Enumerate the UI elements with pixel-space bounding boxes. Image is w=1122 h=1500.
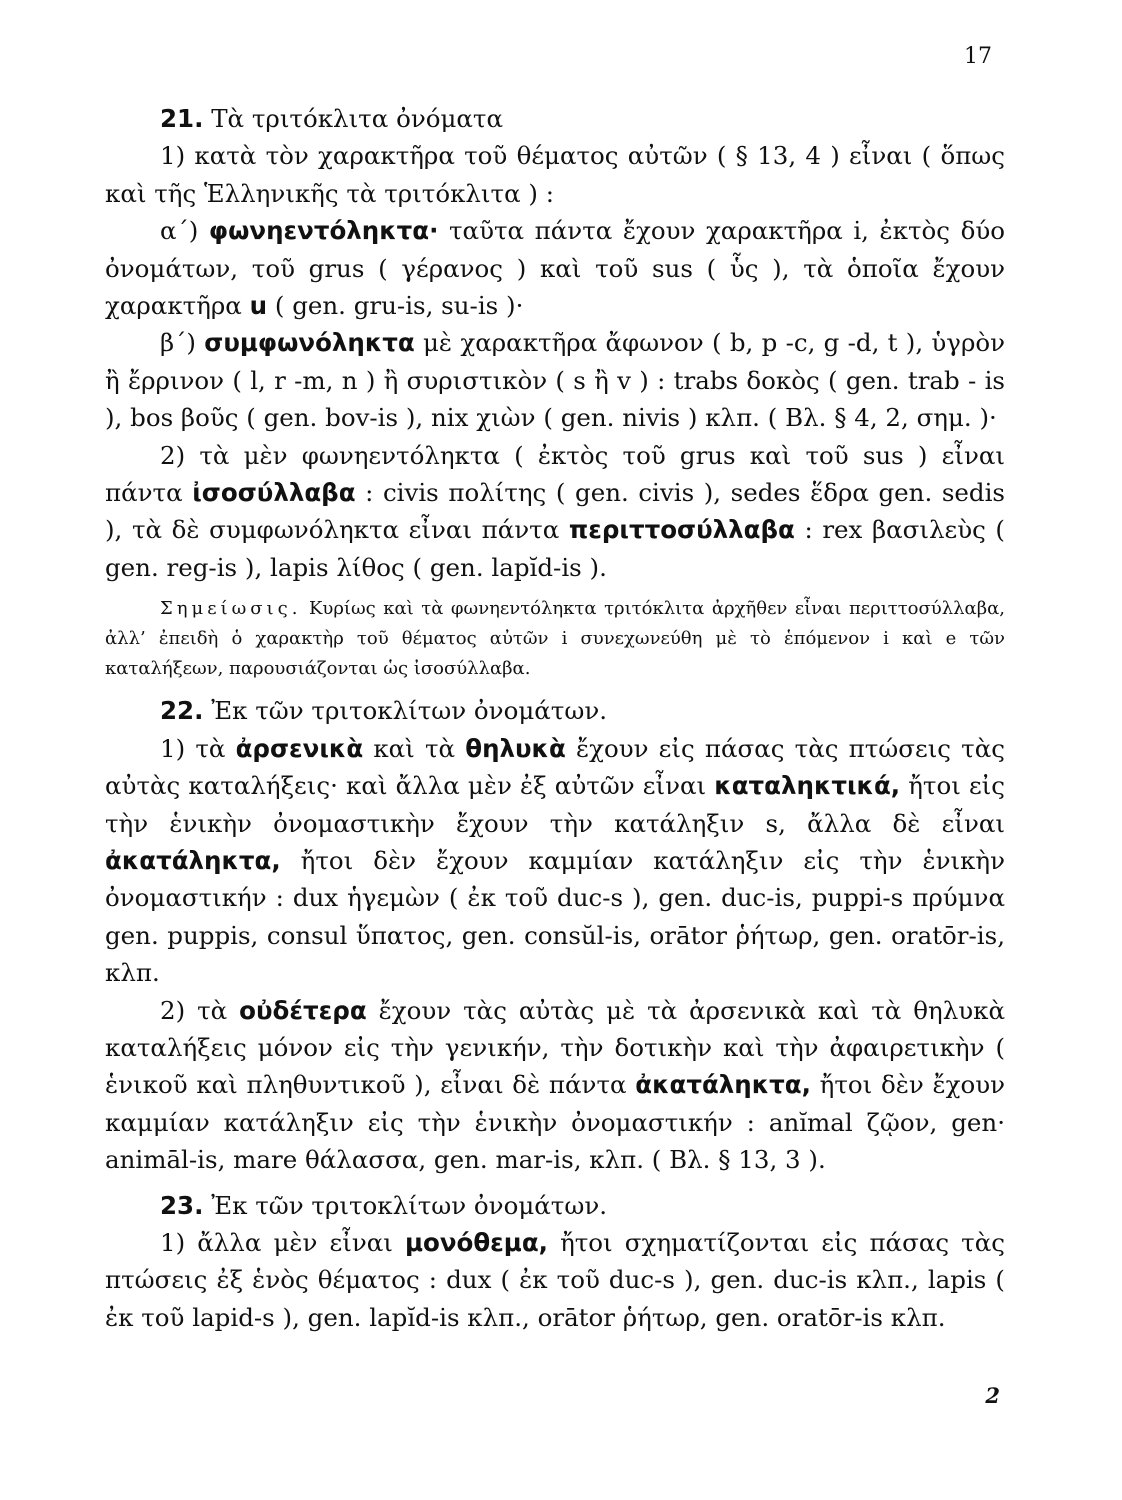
paragraph-text: 1) ἄλλα μὲν εἶναι [160, 1227, 405, 1257]
paragraph-21-2 [105, 437, 1005, 587]
section-number: 22. [160, 696, 204, 726]
section-21-heading [105, 100, 1005, 137]
paragraph-text: 2) τὰ μὲν φωνηεντόληκτα ( ἐκτὸς τοῦ grus καὶ τοῦ sus ) εἶναι πάντα [105, 440, 1005, 508]
paragraph-text: 1) κατὰ τὸν χαρακτῆρα τοῦ θέματος αὐτῶν ( § 13, 4 ) εἶναι ( ὅπως καὶ τῆς Ἑλληνικῆς τὰ τριτόκλιτα ) : [105, 141, 1005, 208]
bold-term: θηλυκὰ [465, 733, 566, 763]
section-title: Ἐκ τῶν τριτοκλίτων ὀνομάτων. [203, 1190, 608, 1220]
bold-term: μονόθεμα, [404, 1227, 548, 1257]
paragraph-22-2 [105, 992, 1005, 1179]
paragraph-22-1 [105, 730, 1005, 992]
bold-term: καταληκτικά, [714, 771, 901, 801]
paragraph-21-1b [105, 324, 1005, 436]
section-title: Ἐκ τῶν τριτοκλίτων ὀνομάτων. [203, 696, 608, 726]
bold-term: ἀρσενικὰ [235, 733, 364, 763]
paragraph-text: : civis πολίτης ( gen. civis ), sedes ἕδρα gen. sedis ), τὰ δὲ συμφωνόληκτα εἶναι πάντα [105, 478, 1005, 545]
bold-term: ἰσοσύλλαβα [192, 478, 356, 508]
paragraph-text: μὲ χαρακτῆρα ἄφωνον ( b, p -c, g -d, t ), ὑγρὸν ἢ ἔρρινον ( l, r -m, n ) ἢ συριστικὸν ( s ἢ v ) : trabs δοκὸς ( gen. trab - is ), bos βοῦς ( gen. bov-is ), nix χιὼν ( gen. nivis ) κλπ. ( Βλ. § 4, 2, σημ. )· [105, 328, 1005, 433]
bold-term: περιττοσύλλαβα [568, 515, 795, 545]
paragraph-text: : rex βασιλεὺς ( gen. reg-is ), lapis λίθος ( gen. lapĭd-is ). [105, 515, 1005, 582]
bold-term: φωνηεντόληκτα· [208, 216, 439, 246]
section-number: 23. [160, 1190, 204, 1220]
note-label: Σημείωσις. [160, 598, 302, 620]
paragraph-text: καὶ τὰ [363, 733, 466, 763]
bold-term: ἀκατάληκτα, [105, 845, 281, 875]
bold-term: u [249, 291, 268, 321]
section-title: Τὰ τριτόκλιτα ὀνόματα [203, 104, 504, 133]
paragraph-text: ἤτοι δὲν ἔχουν καμμίαν κατάληξιν εἰς τὴν ἑνικὴν ὀνομαστικήν : anĭmal ζῷον, gen· animāl-is, mare θάλασσα, gen. mar-is, κλπ. ( Βλ. § 13, 3 ). [105, 1070, 1005, 1175]
paragraph-23-1 [105, 1224, 1005, 1336]
note-paragraph [105, 594, 1005, 684]
bold-term: συμφωνόληκτα [204, 328, 415, 358]
paragraph-text: ἤτοι δὲν ἔχουν καμμίαν κατάληξιν εἰς τὴν ἑνικὴν ὀνομαστικήν : dux ἡγεμὼν ( ἐκ τοῦ duc-s ), gen. duc-is, puppi-s πρύμνα gen. puppis, consul ὕπατος, gen. consŭl-is, orātor ῥήτωρ, gen. oratōr-is, κλπ. [105, 845, 1005, 988]
page-body [105, 100, 1005, 1336]
section-23-heading [105, 1187, 1005, 1224]
note-text: Κυρίως καὶ τὰ φωνηεντόληκτα τριτόκλιτα ἀρχῆθεν εἶναι περιττοσύλλαβα, ἀλλ’ ἐπειδὴ ὁ χαρακτὴρ τοῦ θέματος αὐτῶν i συνεχωνεύθη μὲ τὸ ἑπόμενον i καὶ e τῶν καταλήξεων, παρουσιάζονται ὡς ἰσοσύλλαβα. [105, 598, 1005, 680]
paragraph-text: ἔχουν τὰς αὐτὰς μὲ τὰ ἀρσενικὰ καὶ τὰ θηλυκὰ καταλήξεις μόνον εἰς τὴν γενικήν, τὴν δοτικὴν καὶ τὴν ἀφαιρετικὴν ( ἑνικοῦ καὶ πληθυντικοῦ ), εἶναι δὲ πάντα [105, 995, 1005, 1100]
section-number: 21. [160, 104, 204, 133]
paragraph-text: ἤτοι σχηματίζονται εἰς πάσας τὰς πτώσεις ἐξ ἑνὸς θέματος : dux ( ἐκ τοῦ duc-s ), gen. duc-is κλπ., lapis ( ἐκ τοῦ lapid-s ), gen. lapĭd-is κλπ., orātor ῥήτωρ, gen. oratōr-is κλπ. [105, 1227, 1005, 1332]
paragraph-text: ἔχουν εἰς πάσας τὰς πτώσεις τὰς αὐτὰς καταλήξεις· καὶ ἄλλα μὲν ἐξ αὐτῶν εἶναι [105, 733, 1006, 801]
paragraph-text: ἤτοι εἰς τὴν ἑνικὴν ὀνομαστικὴν ἔχουν τὴν κατάληξιν s, ἄλλα δὲ εἶναι [105, 771, 1005, 838]
paragraph-21-1 [105, 137, 1005, 212]
item-marker: β΄) [160, 328, 205, 358]
signature-mark: 2 [985, 1383, 1000, 1408]
section-22-heading [105, 692, 1005, 729]
paragraph-text: 2) τὰ [160, 995, 240, 1025]
item-marker: α΄) [160, 216, 209, 246]
paragraph-21-1a [105, 212, 1005, 324]
bold-term: ἀκατάληκτα, [635, 1070, 811, 1100]
paragraph-text: ( gen. gru-is, su-is )· [267, 291, 524, 321]
bold-term: οὐδέτερα [239, 995, 367, 1025]
page-number: 17 [964, 44, 992, 69]
paragraph-text: 1) τὰ [160, 733, 236, 763]
paragraph-text: ταῦτα πάντα ἔχουν χαρακτῆρα i, ἐκτὸς δύο ὀνομάτων, τοῦ grus ( γέρανος ) καὶ τοῦ sus ( ὗς ), τὰ ὁποῖα ἔχουν χαρακτῆρα [105, 216, 1005, 321]
